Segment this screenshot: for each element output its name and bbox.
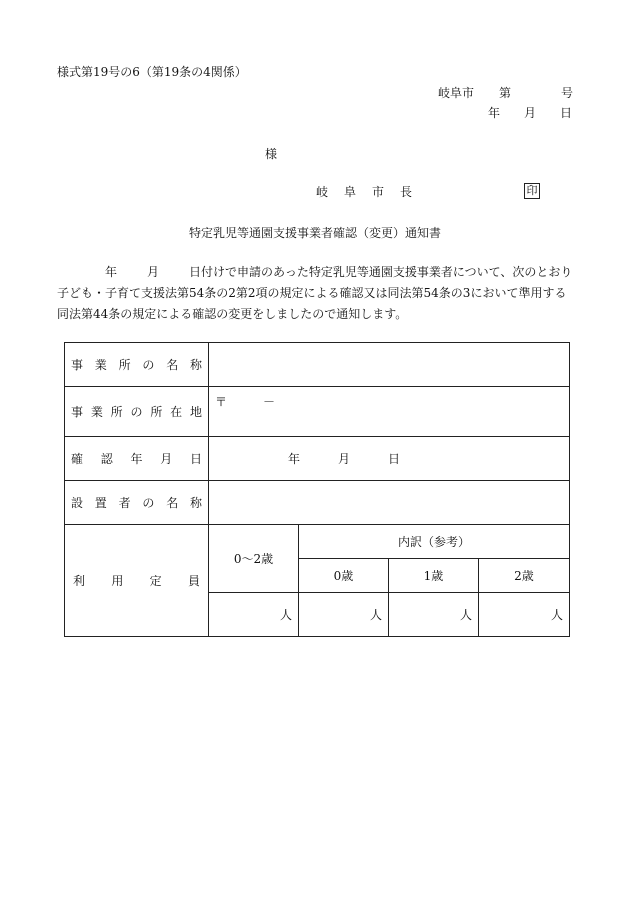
label-confirm-date: 確 認 年 月 日 xyxy=(65,437,209,481)
postal-dash: － xyxy=(263,395,276,409)
capacity-range-header: 0〜2歳 xyxy=(209,525,299,593)
capacity-age1-field[interactable]: 人 xyxy=(389,593,479,637)
body-paragraph xyxy=(57,262,577,325)
date-year: 年 xyxy=(488,106,501,120)
addressee-sama: 様 xyxy=(265,147,278,161)
seal-stamp-box: 印 xyxy=(524,183,540,199)
row-office-name xyxy=(65,343,570,387)
office-name-field[interactable] xyxy=(209,343,570,387)
form-code: 様式第19号の6（第19条の4関係） xyxy=(57,65,247,79)
issuer-go: 号 xyxy=(561,86,574,100)
label-founder-name: 設 置 者 の 名 称 xyxy=(65,481,209,525)
capacity-total-field[interactable]: 人 xyxy=(209,593,299,637)
date-month: 月 xyxy=(524,106,537,120)
office-address-field[interactable] xyxy=(209,387,570,437)
age-1-header: 1歳 xyxy=(389,559,479,593)
mayor-char: 岐 xyxy=(316,185,329,199)
breakdown-header: 内訳（参考） xyxy=(299,525,570,559)
mayor-char: 阜 xyxy=(344,185,357,199)
mayor-char: 市 xyxy=(372,185,385,199)
issuer-city: 岐阜市 xyxy=(438,86,475,100)
date-day: 日 xyxy=(560,106,573,120)
info-table xyxy=(64,342,570,637)
row-confirm-date xyxy=(65,437,570,481)
issuer-dai: 第 xyxy=(499,86,512,100)
mayor-char: 長 xyxy=(400,185,413,199)
mayor-title xyxy=(316,185,412,199)
row-office-address xyxy=(65,387,570,437)
capacity-age0-field[interactable]: 人 xyxy=(299,593,389,637)
body-line-1: 年 月 日付けで申請のあった特定乳児等通園支援事業者について、次のとおり xyxy=(105,265,573,279)
age-2-header: 2歳 xyxy=(479,559,570,593)
issue-date-line xyxy=(488,106,572,120)
row-capacity-header xyxy=(65,525,570,559)
label-capacity: 利 用 定 員 xyxy=(65,525,209,637)
label-office-address: 事 業 所 の 所 在 地 xyxy=(65,387,209,437)
founder-name-field[interactable] xyxy=(209,481,570,525)
document-title: 特定乳児等通園支援事業者確認（変更）通知書 xyxy=(188,226,441,240)
age-0-header: 0歳 xyxy=(299,559,389,593)
issuer-number-line xyxy=(438,86,573,100)
confirm-date-field[interactable]: 年 月 日 xyxy=(209,437,570,481)
row-founder-name xyxy=(65,481,570,525)
body-line-2: 子ども・子育て支援法第54条の2第2項の規定による確認又は同法第54条の3において準用する xyxy=(57,286,567,300)
body-line-3: 同法第44条の規定による確認の変更をしましたので通知します。 xyxy=(57,307,408,321)
label-office-name: 事 業 所 の 名 称 xyxy=(65,343,209,387)
postal-mark: 〒 xyxy=(215,395,228,409)
capacity-age2-field[interactable]: 人 xyxy=(479,593,570,637)
